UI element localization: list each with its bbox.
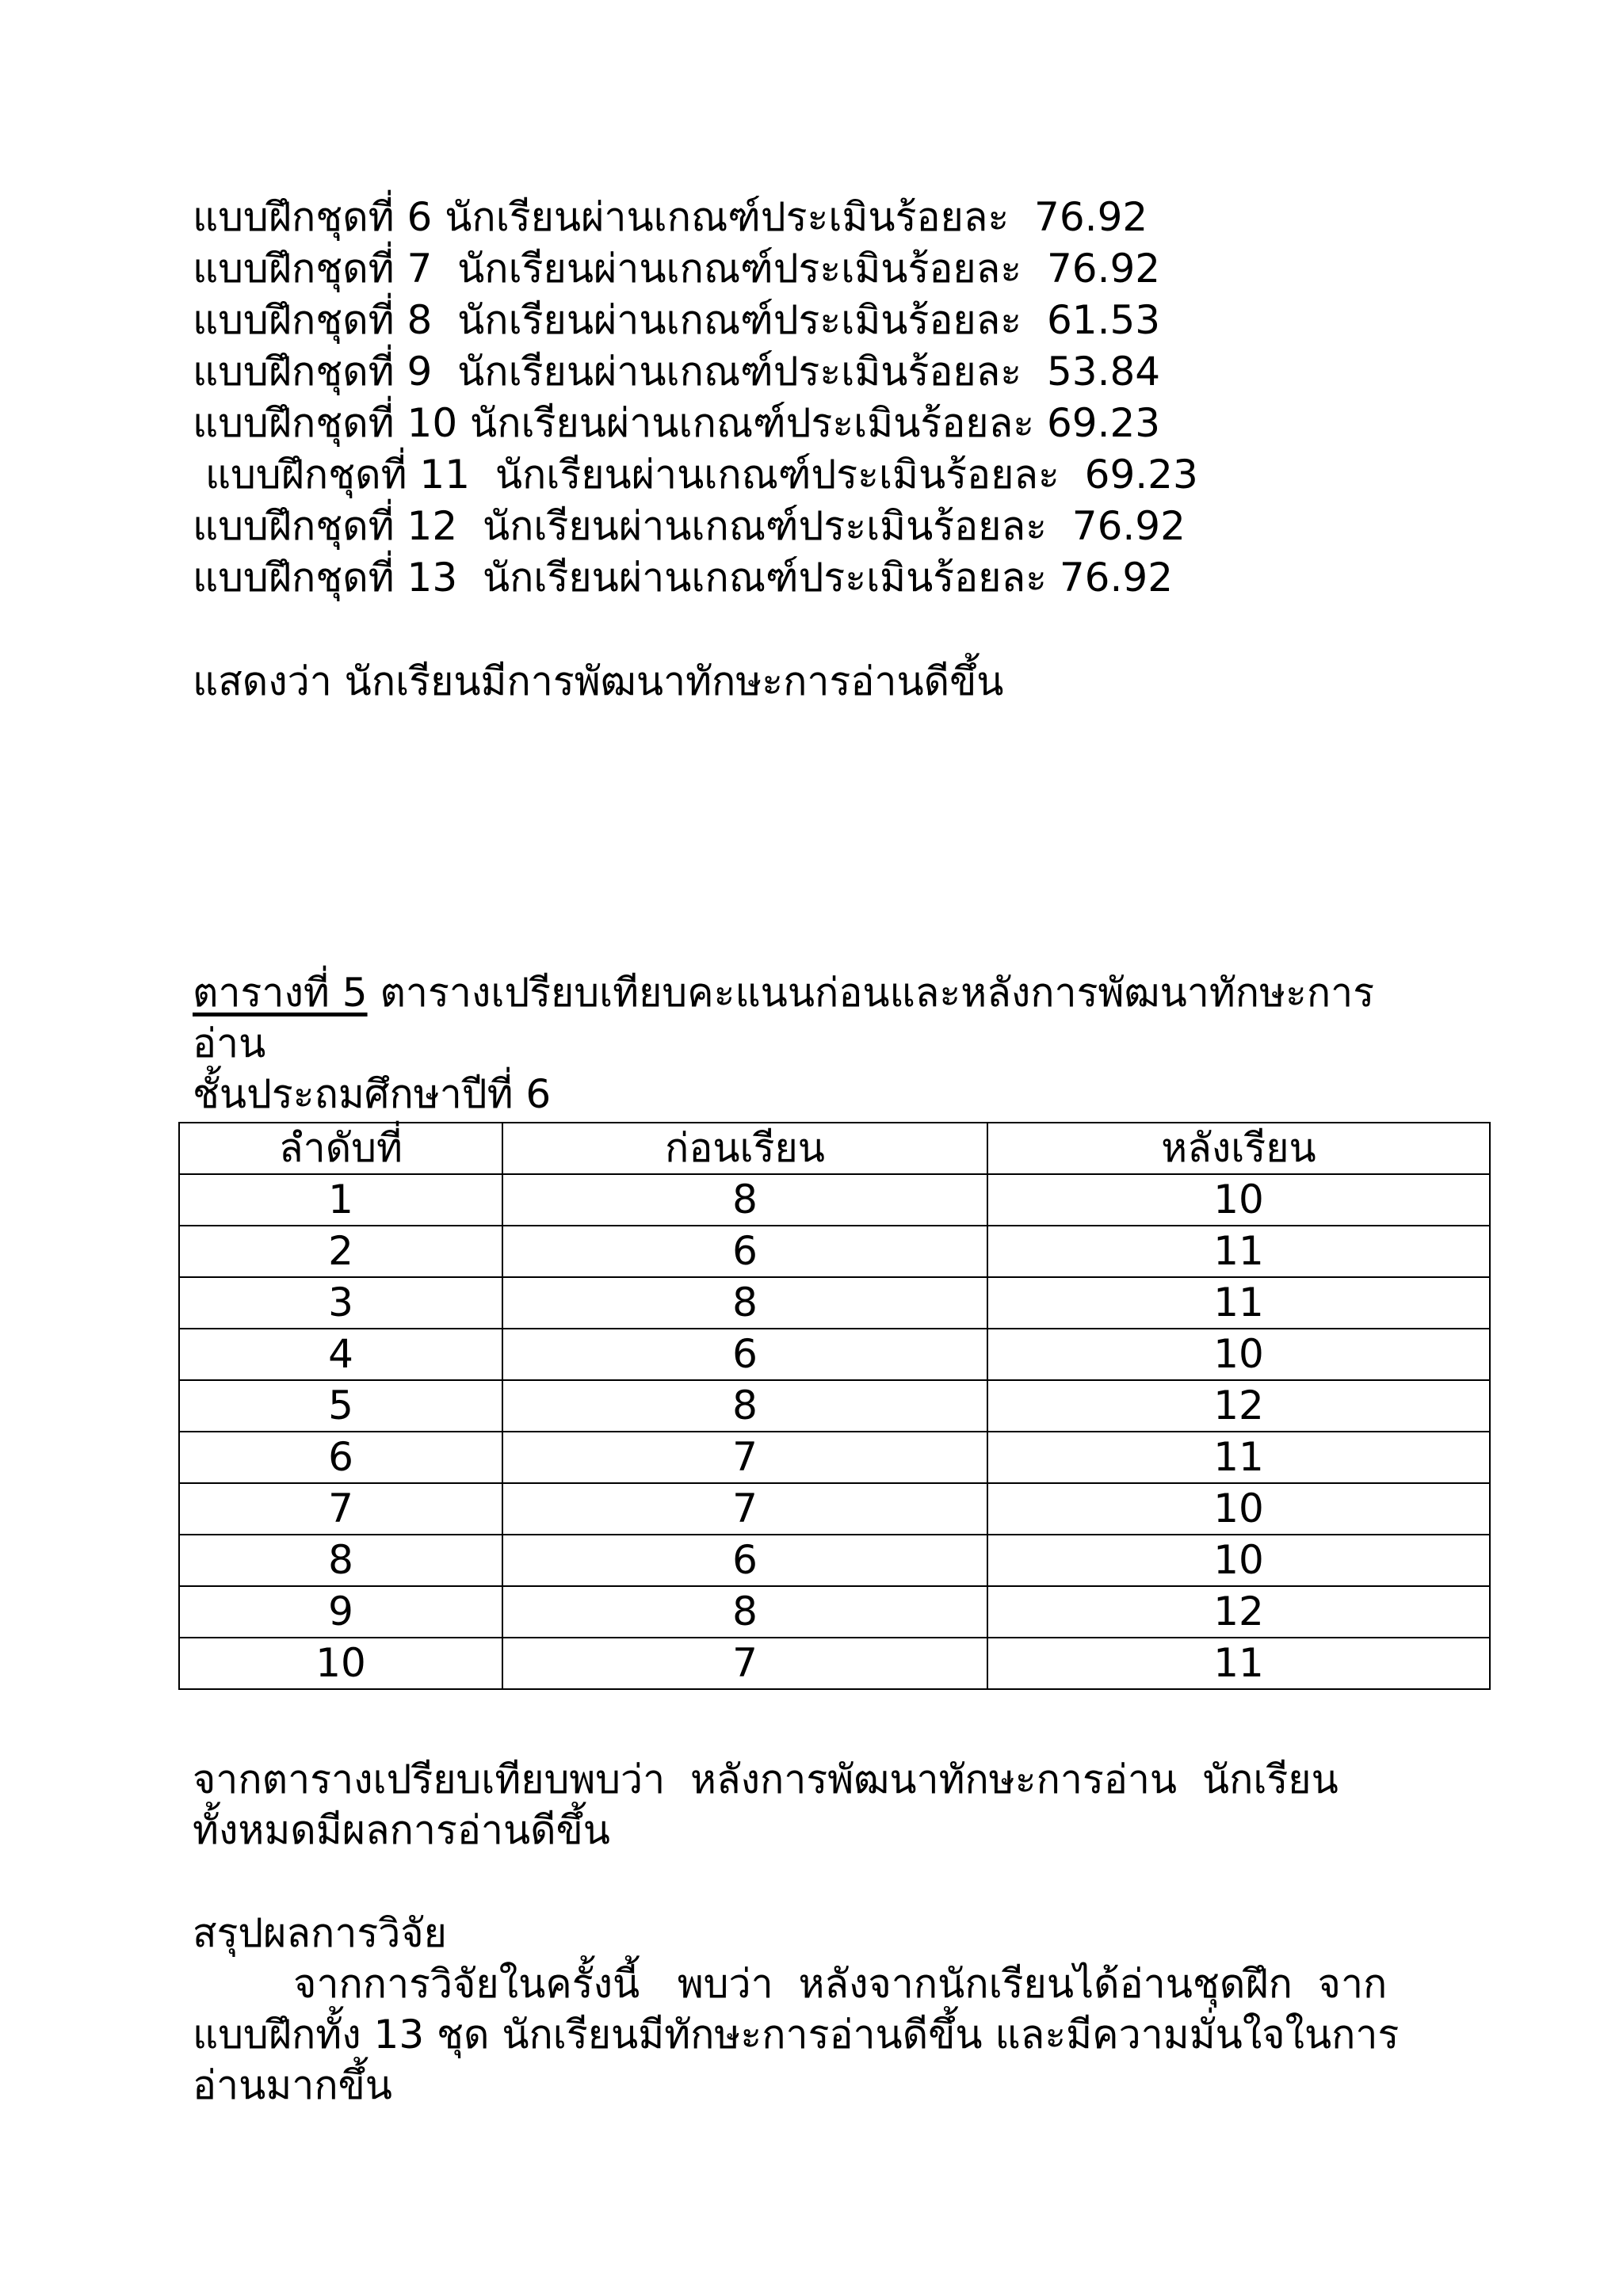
cell-before: 7 (502, 1638, 987, 1689)
table-row (179, 1586, 1490, 1638)
conclusion-line3: อ่านมากขึ้น (193, 2062, 392, 2108)
cell-after: 11 (987, 1432, 1490, 1483)
cell-before: 8 (502, 1277, 987, 1329)
table-header-row (179, 1123, 1490, 1174)
cell-order: 4 (179, 1329, 502, 1380)
exercise-result-line: แบบฝึกชุดที่ 9 นักเรียนผ่านเกณฑ์ประเมินร้อยละ 53.84 (193, 349, 1161, 395)
cell-order: 10 (179, 1638, 502, 1689)
column-header-after: หลังเรียน (987, 1123, 1490, 1174)
column-header-before: ก่อนเรียน (502, 1123, 987, 1174)
cell-order: 7 (179, 1483, 502, 1535)
table-row (179, 1380, 1490, 1432)
cell-before: 6 (502, 1535, 987, 1586)
conclusion-line2: แบบฝึกทั้ง 13 ชุด นักเรียนมีทักษะการอ่านดีขึ้น และมีความมั่นใจในการ (193, 2012, 1400, 2058)
cell-before: 7 (502, 1483, 987, 1535)
cell-after: 12 (987, 1380, 1490, 1432)
table-row (179, 1432, 1490, 1483)
exercise-result-line: แบบฝึกชุดที่ 10 นักเรียนผ่านเกณฑ์ประเมินร้อยละ 69.23 (193, 400, 1161, 446)
table-caption-line2: อ่าน (193, 1020, 266, 1066)
cell-after: 12 (987, 1586, 1490, 1638)
exercise-results-list (193, 192, 1198, 604)
cell-after: 10 (987, 1329, 1490, 1380)
cell-after: 10 (987, 1483, 1490, 1535)
table-caption-title: ตารางเปรียบเทียบคะแนนก่อนและหลังการพัฒนาทักษะการ (367, 970, 1375, 1016)
cell-after: 10 (987, 1174, 1490, 1226)
cell-order: 1 (179, 1174, 502, 1226)
conclusion-line1: จากการวิจัยในครั้งนี้ พบว่า หลังจากนักเรียนได้อ่านชุดฝึก จาก (193, 1961, 1388, 2007)
exercise-result-line: แบบฝึกชุดที่ 11 นักเรียนผ่านเกณฑ์ประเมินร้อยละ 69.23 (193, 452, 1198, 498)
comparison-text-line1: จากตารางเปรียบเทียบพบว่า หลังการพัฒนาทักษะการอ่าน นักเรียน (193, 1756, 1338, 1802)
cell-before: 8 (502, 1380, 987, 1432)
cell-before: 8 (502, 1586, 987, 1638)
table-caption-line1 (193, 967, 1374, 1018)
table-row (179, 1535, 1490, 1586)
cell-order: 3 (179, 1277, 502, 1329)
cell-after: 10 (987, 1535, 1490, 1586)
cell-after: 11 (987, 1226, 1490, 1277)
cell-before: 6 (502, 1329, 987, 1380)
table-row (179, 1226, 1490, 1277)
summary-line: แสดงว่า นักเรียนมีการพัฒนาทักษะการอ่านดีขึ้น (193, 658, 1004, 704)
comparison-text-line2: ทั้งหมดมีผลการอ่านดีขึ้น (193, 1807, 610, 1853)
table-row (179, 1329, 1490, 1380)
cell-before: 8 (502, 1174, 987, 1226)
score-comparison-table (178, 1122, 1491, 1690)
cell-before: 7 (502, 1432, 987, 1483)
column-header-order: ลำดับที่ (179, 1123, 502, 1174)
exercise-result-line: แบบฝึกชุดที่ 7 นักเรียนผ่านเกณฑ์ประเมินร้อยละ 76.92 (193, 246, 1161, 292)
cell-order: 9 (179, 1586, 502, 1638)
exercise-result-line: แบบฝึกชุดที่ 6 นักเรียนผ่านเกณฑ์ประเมินร้อยละ 76.92 (193, 194, 1148, 240)
table-row (179, 1483, 1490, 1535)
table-row (179, 1277, 1490, 1329)
table-row (179, 1638, 1490, 1689)
cell-before: 6 (502, 1226, 987, 1277)
table-caption-label: ตารางที่ 5 (193, 970, 368, 1016)
cell-order: 2 (179, 1226, 502, 1277)
cell-after: 11 (987, 1638, 1490, 1689)
cell-order: 5 (179, 1380, 502, 1432)
cell-order: 6 (179, 1432, 502, 1483)
cell-order: 8 (179, 1535, 502, 1586)
exercise-result-line: แบบฝึกชุดที่ 8 นักเรียนผ่านเกณฑ์ประเมินร้อยละ 61.53 (193, 297, 1161, 343)
exercise-result-line: แบบฝึกชุดที่ 13 นักเรียนผ่านเกณฑ์ประเมินร้อยละ 76.92 (193, 555, 1174, 601)
conclusion-heading: สรุปผลการวิจัย (193, 1910, 447, 1956)
cell-after: 11 (987, 1277, 1490, 1329)
table-caption-grade: ชั้นประถมศึกษาปีที่ 6 (193, 1071, 552, 1117)
table-row (179, 1174, 1490, 1226)
exercise-result-line: แบบฝึกชุดที่ 12 นักเรียนผ่านเกณฑ์ประเมินร้อยละ 76.92 (193, 503, 1186, 549)
